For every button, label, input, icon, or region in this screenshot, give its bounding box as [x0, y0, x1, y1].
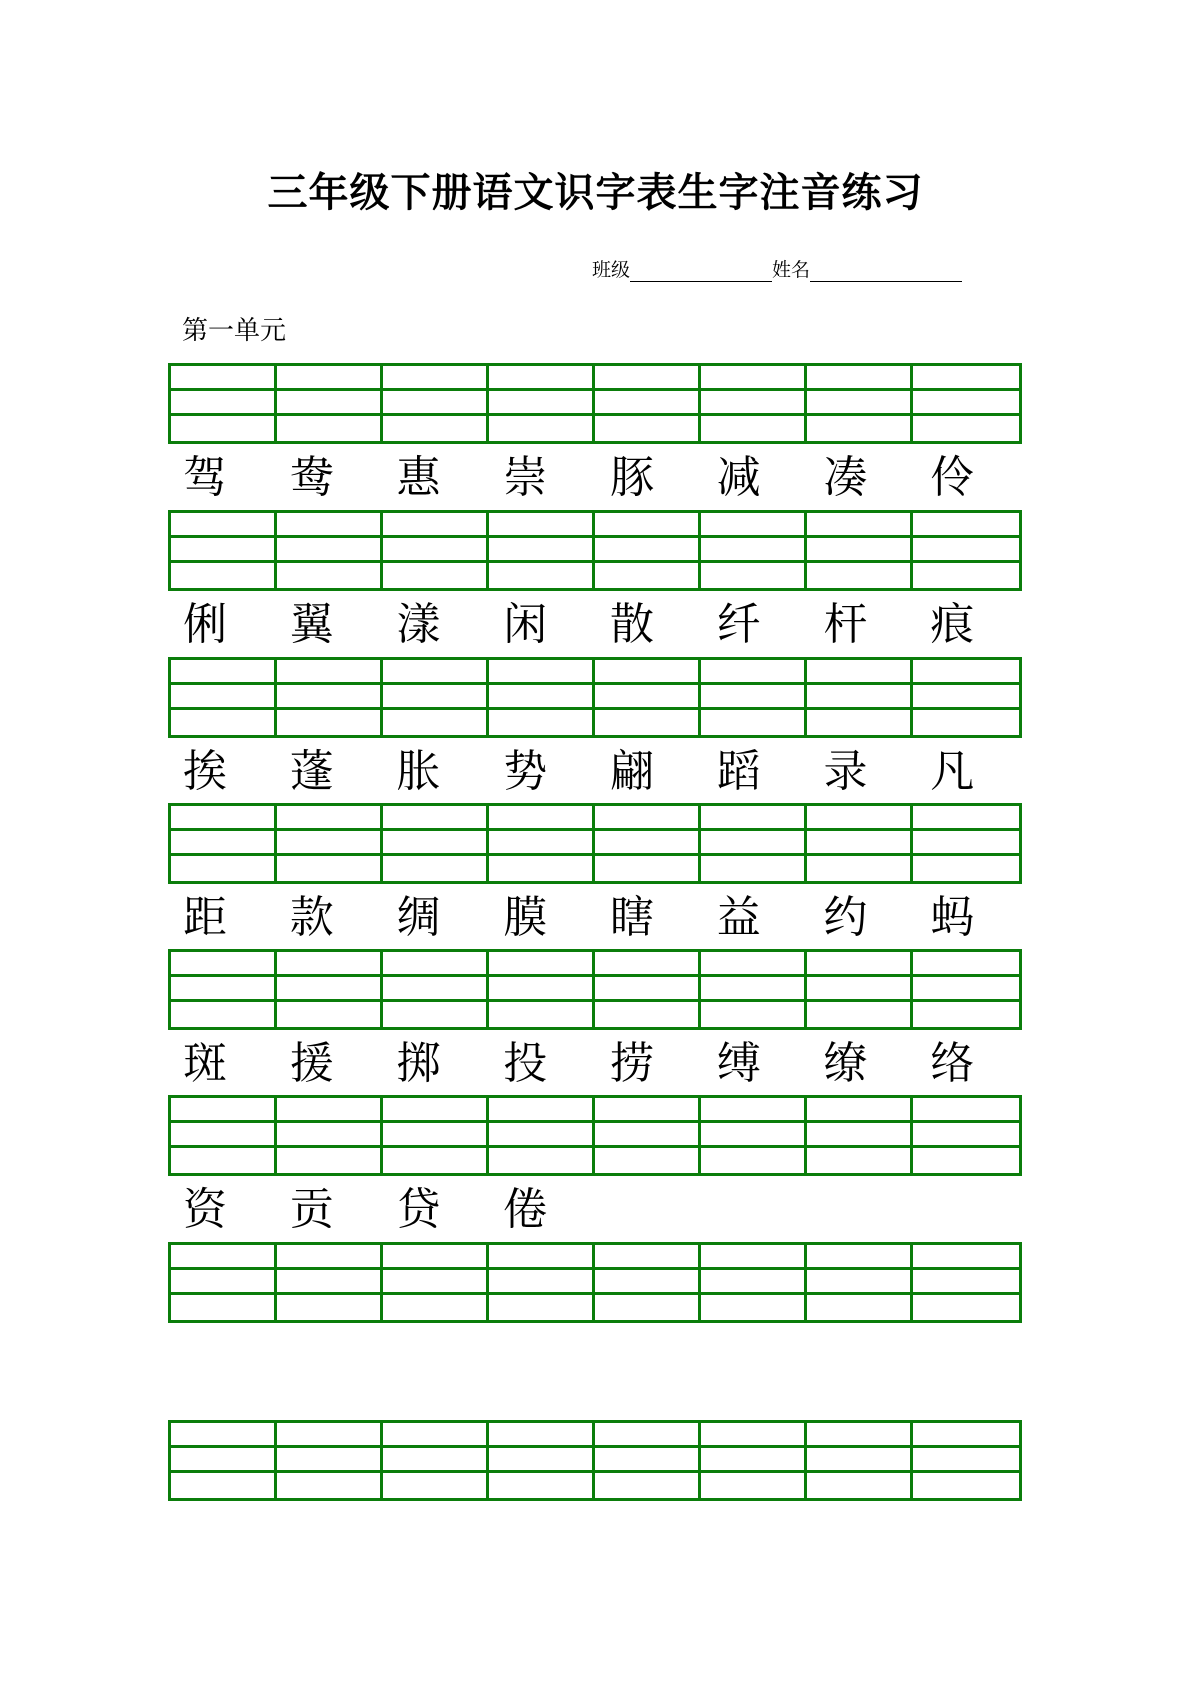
character: 蓬: [289, 746, 334, 797]
pinyin-writing-cell[interactable]: [595, 1245, 701, 1270]
pinyin-writing-cell[interactable]: [595, 1473, 701, 1498]
pinyin-writing-cell[interactable]: [277, 1245, 383, 1270]
pinyin-writing-cell[interactable]: [489, 1473, 595, 1498]
pinyin-grid-7: [168, 1242, 1022, 1323]
character: 崇: [503, 452, 548, 503]
pinyin-writing-cell[interactable]: [489, 977, 595, 1002]
pinyin-writing-cell[interactable]: [171, 416, 277, 441]
character: 录: [823, 746, 868, 797]
pinyin-writing-cell[interactable]: [701, 1245, 807, 1270]
character-row-1: [168, 446, 1022, 510]
pinyin-writing-cell[interactable]: [595, 1295, 701, 1320]
pinyin-writing-cell[interactable]: [701, 1148, 807, 1173]
pinyin-writing-cell[interactable]: [913, 806, 1019, 831]
pinyin-writing-cell[interactable]: [383, 710, 489, 735]
pinyin-writing-cell[interactable]: [489, 1448, 595, 1473]
pinyin-writing-cell[interactable]: [913, 1098, 1019, 1123]
name-label: 姓名: [772, 259, 811, 281]
character: 减: [716, 452, 761, 503]
pinyin-grid-3: [168, 657, 1022, 738]
pinyin-writing-cell[interactable]: [277, 831, 383, 856]
pinyin-writing-cell[interactable]: [807, 416, 913, 441]
pinyin-writing-cell[interactable]: [807, 538, 913, 563]
pinyin-writing-cell[interactable]: [383, 1448, 489, 1473]
pinyin-writing-cell[interactable]: [807, 1002, 913, 1027]
pinyin-writing-cell[interactable]: [383, 856, 489, 881]
pinyin-writing-cell[interactable]: [595, 977, 701, 1002]
pinyin-writing-cell[interactable]: [913, 1423, 1019, 1448]
character: 挨: [183, 746, 227, 797]
pinyin-writing-cell[interactable]: [807, 513, 913, 538]
pinyin-writing-cell[interactable]: [383, 831, 489, 856]
pinyin-writing-cell[interactable]: [277, 1002, 383, 1027]
pinyin-writing-cell[interactable]: [807, 1448, 913, 1473]
pinyin-writing-cell[interactable]: [701, 1473, 807, 1498]
pinyin-writing-cell[interactable]: [383, 366, 489, 391]
character: 缚: [716, 1038, 761, 1089]
character-row-4: [168, 886, 1022, 950]
pinyin-writing-cell[interactable]: [489, 660, 595, 685]
character: 散: [610, 599, 654, 650]
pinyin-writing-cell[interactable]: [489, 806, 595, 831]
pinyin-writing-cell[interactable]: [277, 952, 383, 977]
worksheet-title: 三年级下册语文识字表生字注音练习: [267, 170, 924, 216]
pinyin-writing-cell[interactable]: [595, 366, 701, 391]
pinyin-writing-cell[interactable]: [701, 831, 807, 856]
pinyin-writing-cell[interactable]: [277, 977, 383, 1002]
character: 闲: [503, 599, 548, 650]
pinyin-writing-cell[interactable]: [383, 1295, 489, 1320]
pinyin-writing-cell[interactable]: [807, 977, 913, 1002]
pinyin-writing-cell[interactable]: [913, 391, 1019, 416]
character: [809, 1178, 916, 1242]
pinyin-writing-cell[interactable]: [913, 1245, 1019, 1270]
character: 络: [930, 1038, 975, 1089]
pinyin-writing-cell[interactable]: [807, 685, 913, 710]
pinyin-writing-cell[interactable]: [913, 416, 1019, 441]
pinyin-writing-cell[interactable]: [383, 977, 489, 1002]
pinyin-writing-cell[interactable]: [383, 952, 489, 977]
pinyin-writing-cell[interactable]: [701, 538, 807, 563]
character: 款: [289, 892, 334, 943]
pinyin-grid-2: [168, 510, 1022, 591]
pinyin-writing-cell[interactable]: [807, 1295, 913, 1320]
character: 杆: [823, 599, 868, 650]
class-label: 班级: [592, 259, 631, 281]
pinyin-writing-cell[interactable]: [277, 1123, 383, 1148]
pinyin-writing-cell[interactable]: [913, 1448, 1019, 1473]
pinyin-writing-cell[interactable]: [383, 391, 489, 416]
pinyin-writing-cell[interactable]: [701, 1002, 807, 1027]
pinyin-writing-cell[interactable]: [807, 1123, 913, 1148]
character: 斑: [183, 1038, 227, 1089]
pinyin-writing-cell[interactable]: [383, 1098, 489, 1123]
pinyin-writing-cell[interactable]: [171, 685, 277, 710]
pinyin-writing-cell[interactable]: [807, 1148, 913, 1173]
pinyin-grid-1: [168, 363, 1022, 444]
character: 掷: [396, 1038, 441, 1089]
pinyin-writing-cell[interactable]: [595, 1270, 701, 1295]
pinyin-writing-cell[interactable]: [489, 952, 595, 977]
pinyin-writing-cell[interactable]: [489, 856, 595, 881]
pinyin-writing-cell[interactable]: [489, 1270, 595, 1295]
pinyin-writing-cell[interactable]: [171, 1423, 277, 1448]
pinyin-writing-cell[interactable]: [807, 831, 913, 856]
pinyin-writing-cell[interactable]: [807, 563, 913, 588]
pinyin-writing-cell[interactable]: [701, 391, 807, 416]
pinyin-writing-cell[interactable]: [913, 1123, 1019, 1148]
pinyin-writing-cell[interactable]: [277, 391, 383, 416]
character: 绸: [396, 892, 441, 943]
pinyin-writing-cell[interactable]: [595, 391, 701, 416]
pinyin-writing-cell[interactable]: [701, 1123, 807, 1148]
pinyin-writing-cell[interactable]: [701, 1098, 807, 1123]
pinyin-writing-cell[interactable]: [171, 1002, 277, 1027]
pinyin-writing-cell[interactable]: [383, 563, 489, 588]
character: 痕: [930, 599, 975, 650]
pinyin-writing-cell[interactable]: [595, 1002, 701, 1027]
pinyin-writing-cell[interactable]: [595, 685, 701, 710]
character-row-6: [168, 1178, 1022, 1242]
pinyin-writing-cell[interactable]: [807, 1270, 913, 1295]
pinyin-writing-cell[interactable]: [277, 416, 383, 441]
pinyin-writing-cell[interactable]: [277, 1098, 383, 1123]
pinyin-writing-cell[interactable]: [595, 513, 701, 538]
pinyin-writing-cell[interactable]: [595, 1123, 701, 1148]
pinyin-writing-cell[interactable]: [913, 513, 1019, 538]
character: 倦: [503, 1184, 548, 1235]
pinyin-writing-cell[interactable]: [277, 1448, 383, 1473]
pinyin-writing-cell[interactable]: [277, 513, 383, 538]
pinyin-writing-cell[interactable]: [489, 1423, 595, 1448]
pinyin-writing-cell[interactable]: [277, 1270, 383, 1295]
pinyin-writing-cell[interactable]: [595, 831, 701, 856]
character: 瞎: [610, 892, 654, 943]
pinyin-writing-cell[interactable]: [701, 513, 807, 538]
pinyin-writing-cell[interactable]: [489, 391, 595, 416]
pinyin-writing-cell[interactable]: [913, 1473, 1019, 1498]
pinyin-writing-cell[interactable]: [171, 1473, 277, 1498]
character: 约: [823, 892, 868, 943]
pinyin-writing-cell[interactable]: [489, 1148, 595, 1173]
character: 豚: [610, 452, 654, 503]
pinyin-writing-cell[interactable]: [383, 1270, 489, 1295]
character: 俐: [183, 599, 227, 650]
pinyin-writing-cell[interactable]: [171, 1098, 277, 1123]
pinyin-writing-cell[interactable]: [595, 856, 701, 881]
pinyin-writing-cell[interactable]: [807, 710, 913, 735]
pinyin-writing-cell[interactable]: [595, 563, 701, 588]
pinyin-writing-cell[interactable]: [171, 563, 277, 588]
pinyin-writing-cell[interactable]: [595, 952, 701, 977]
pinyin-writing-cell[interactable]: [171, 660, 277, 685]
pinyin-writing-cell[interactable]: [171, 1123, 277, 1148]
pinyin-writing-cell[interactable]: [171, 1148, 277, 1173]
pinyin-writing-cell[interactable]: [913, 563, 1019, 588]
pinyin-writing-cell[interactable]: [595, 1423, 701, 1448]
pinyin-writing-cell[interactable]: [277, 366, 383, 391]
character: 缭: [823, 1038, 868, 1089]
pinyin-writing-cell[interactable]: [913, 831, 1019, 856]
character: 胀: [396, 746, 441, 797]
character: 惠: [396, 452, 441, 503]
pinyin-writing-cell[interactable]: [277, 1423, 383, 1448]
character: 贷: [396, 1184, 441, 1235]
pinyin-writing-cell[interactable]: [701, 416, 807, 441]
pinyin-writing-cell[interactable]: [595, 1148, 701, 1173]
pinyin-writing-cell[interactable]: [383, 1148, 489, 1173]
pinyin-writing-cell[interactable]: [701, 685, 807, 710]
pinyin-writing-cell[interactable]: [489, 366, 595, 391]
character: 益: [716, 892, 761, 943]
name-blank-field[interactable]: [810, 257, 962, 282]
character: 势: [503, 746, 548, 797]
character: 凡: [930, 746, 975, 797]
pinyin-writing-cell[interactable]: [913, 977, 1019, 1002]
pinyin-writing-cell[interactable]: [807, 391, 913, 416]
pinyin-writing-cell[interactable]: [383, 1245, 489, 1270]
pinyin-writing-cell[interactable]: [913, 366, 1019, 391]
pinyin-writing-cell[interactable]: [171, 856, 277, 881]
pinyin-writing-cell[interactable]: [171, 513, 277, 538]
pinyin-writing-cell[interactable]: [595, 538, 701, 563]
character: 漾: [396, 599, 441, 650]
pinyin-writing-cell[interactable]: [277, 806, 383, 831]
pinyin-writing-cell[interactable]: [913, 1002, 1019, 1027]
character: 凑: [823, 452, 868, 503]
character: 纤: [716, 599, 761, 650]
pinyin-grid-4: [168, 803, 1022, 884]
pinyin-writing-cell[interactable]: [383, 416, 489, 441]
pinyin-writing-cell[interactable]: [383, 538, 489, 563]
pinyin-writing-cell[interactable]: [383, 513, 489, 538]
pinyin-writing-cell[interactable]: [171, 366, 277, 391]
pinyin-writing-cell[interactable]: [489, 1123, 595, 1148]
character: 投: [503, 1038, 548, 1089]
pinyin-writing-cell[interactable]: [489, 1245, 595, 1270]
character: 援: [289, 1038, 334, 1089]
pinyin-writing-cell[interactable]: [489, 416, 595, 441]
pinyin-writing-cell[interactable]: [383, 1473, 489, 1498]
character: 贡: [289, 1184, 334, 1235]
pinyin-writing-cell[interactable]: [913, 856, 1019, 881]
pinyin-writing-cell[interactable]: [595, 1448, 701, 1473]
character: 资: [183, 1184, 227, 1235]
pinyin-writing-cell[interactable]: [595, 1098, 701, 1123]
pinyin-grid-5: [168, 949, 1022, 1030]
pinyin-writing-cell[interactable]: [595, 710, 701, 735]
pinyin-writing-cell[interactable]: [913, 660, 1019, 685]
character-row-2: [168, 593, 1022, 657]
pinyin-writing-cell[interactable]: [701, 366, 807, 391]
character: [595, 1178, 702, 1242]
pinyin-writing-cell[interactable]: [701, 710, 807, 735]
pinyin-writing-cell[interactable]: [171, 831, 277, 856]
pinyin-writing-cell[interactable]: [807, 1423, 913, 1448]
pinyin-writing-cell[interactable]: [171, 391, 277, 416]
character: [702, 1178, 809, 1242]
pinyin-writing-cell[interactable]: [595, 806, 701, 831]
pinyin-writing-cell[interactable]: [489, 1002, 595, 1027]
pinyin-writing-cell[interactable]: [383, 1002, 489, 1027]
character: 翼: [289, 599, 334, 650]
pinyin-writing-cell[interactable]: [277, 563, 383, 588]
pinyin-writing-cell[interactable]: [277, 856, 383, 881]
pinyin-writing-cell[interactable]: [171, 710, 277, 735]
pinyin-writing-cell[interactable]: [383, 1423, 489, 1448]
pinyin-writing-cell[interactable]: [171, 806, 277, 831]
pinyin-writing-cell[interactable]: [489, 831, 595, 856]
pinyin-writing-cell[interactable]: [913, 1295, 1019, 1320]
pinyin-writing-cell[interactable]: [595, 416, 701, 441]
pinyin-writing-cell[interactable]: [277, 685, 383, 710]
pinyin-grid-8: [168, 1420, 1022, 1501]
pinyin-writing-cell[interactable]: [489, 538, 595, 563]
pinyin-writing-cell[interactable]: [383, 660, 489, 685]
pinyin-writing-cell[interactable]: [913, 1270, 1019, 1295]
pinyin-writing-cell[interactable]: [913, 538, 1019, 563]
pinyin-writing-cell[interactable]: [171, 1448, 277, 1473]
pinyin-writing-cell[interactable]: [383, 685, 489, 710]
character: 蚂: [930, 892, 975, 943]
character-row-5: [168, 1032, 1022, 1096]
character-row-3: [168, 740, 1022, 804]
pinyin-writing-cell[interactable]: [595, 660, 701, 685]
character: 膜: [503, 892, 548, 943]
pinyin-writing-cell[interactable]: [171, 977, 277, 1002]
pinyin-writing-cell[interactable]: [489, 685, 595, 710]
pinyin-writing-cell[interactable]: [171, 952, 277, 977]
pinyin-writing-cell[interactable]: [489, 1098, 595, 1123]
pinyin-writing-cell[interactable]: [277, 538, 383, 563]
pinyin-writing-cell[interactable]: [913, 1148, 1019, 1173]
character: 驾: [183, 452, 227, 503]
pinyin-writing-cell[interactable]: [383, 1123, 489, 1148]
pinyin-writing-cell[interactable]: [701, 856, 807, 881]
pinyin-writing-cell[interactable]: [701, 806, 807, 831]
pinyin-writing-cell[interactable]: [807, 856, 913, 881]
pinyin-writing-cell[interactable]: [701, 952, 807, 977]
character: 距: [183, 892, 227, 943]
pinyin-writing-cell[interactable]: [913, 685, 1019, 710]
pinyin-writing-cell[interactable]: [701, 977, 807, 1002]
pinyin-writing-cell[interactable]: [277, 710, 383, 735]
character: 蹈: [716, 746, 761, 797]
pinyin-writing-cell[interactable]: [807, 366, 913, 391]
pinyin-writing-cell[interactable]: [807, 660, 913, 685]
pinyin-writing-cell[interactable]: [807, 806, 913, 831]
pinyin-writing-cell[interactable]: [701, 1270, 807, 1295]
pinyin-writing-cell[interactable]: [807, 952, 913, 977]
pinyin-writing-cell[interactable]: [383, 806, 489, 831]
student-info: [592, 256, 962, 284]
unit-label: 第一单元: [182, 316, 287, 346]
character: 鸯: [289, 452, 334, 503]
pinyin-writing-cell[interactable]: [701, 1423, 807, 1448]
pinyin-writing-cell[interactable]: [807, 1098, 913, 1123]
pinyin-writing-cell[interactable]: [489, 1295, 595, 1320]
pinyin-writing-cell[interactable]: [489, 563, 595, 588]
pinyin-writing-cell[interactable]: [171, 1270, 277, 1295]
pinyin-writing-cell[interactable]: [171, 538, 277, 563]
character: [915, 1178, 1022, 1242]
pinyin-writing-cell[interactable]: [277, 660, 383, 685]
pinyin-writing-cell[interactable]: [701, 660, 807, 685]
pinyin-writing-cell[interactable]: [807, 1245, 913, 1270]
pinyin-writing-cell[interactable]: [277, 1473, 383, 1498]
pinyin-writing-cell[interactable]: [277, 1295, 383, 1320]
character: 翩: [610, 746, 654, 797]
pinyin-writing-cell[interactable]: [913, 710, 1019, 735]
pinyin-writing-cell[interactable]: [171, 1245, 277, 1270]
pinyin-writing-cell[interactable]: [489, 710, 595, 735]
character: 捞: [610, 1038, 654, 1089]
pinyin-writing-cell[interactable]: [701, 1295, 807, 1320]
pinyin-writing-cell[interactable]: [489, 513, 595, 538]
pinyin-writing-cell[interactable]: [913, 952, 1019, 977]
class-blank-field[interactable]: [630, 257, 772, 282]
pinyin-writing-cell[interactable]: [807, 1473, 913, 1498]
pinyin-writing-cell[interactable]: [701, 1448, 807, 1473]
pinyin-writing-cell[interactable]: [171, 1295, 277, 1320]
pinyin-grid-6: [168, 1095, 1022, 1176]
pinyin-writing-cell[interactable]: [277, 1148, 383, 1173]
pinyin-writing-cell[interactable]: [701, 563, 807, 588]
character: 伶: [930, 452, 975, 503]
